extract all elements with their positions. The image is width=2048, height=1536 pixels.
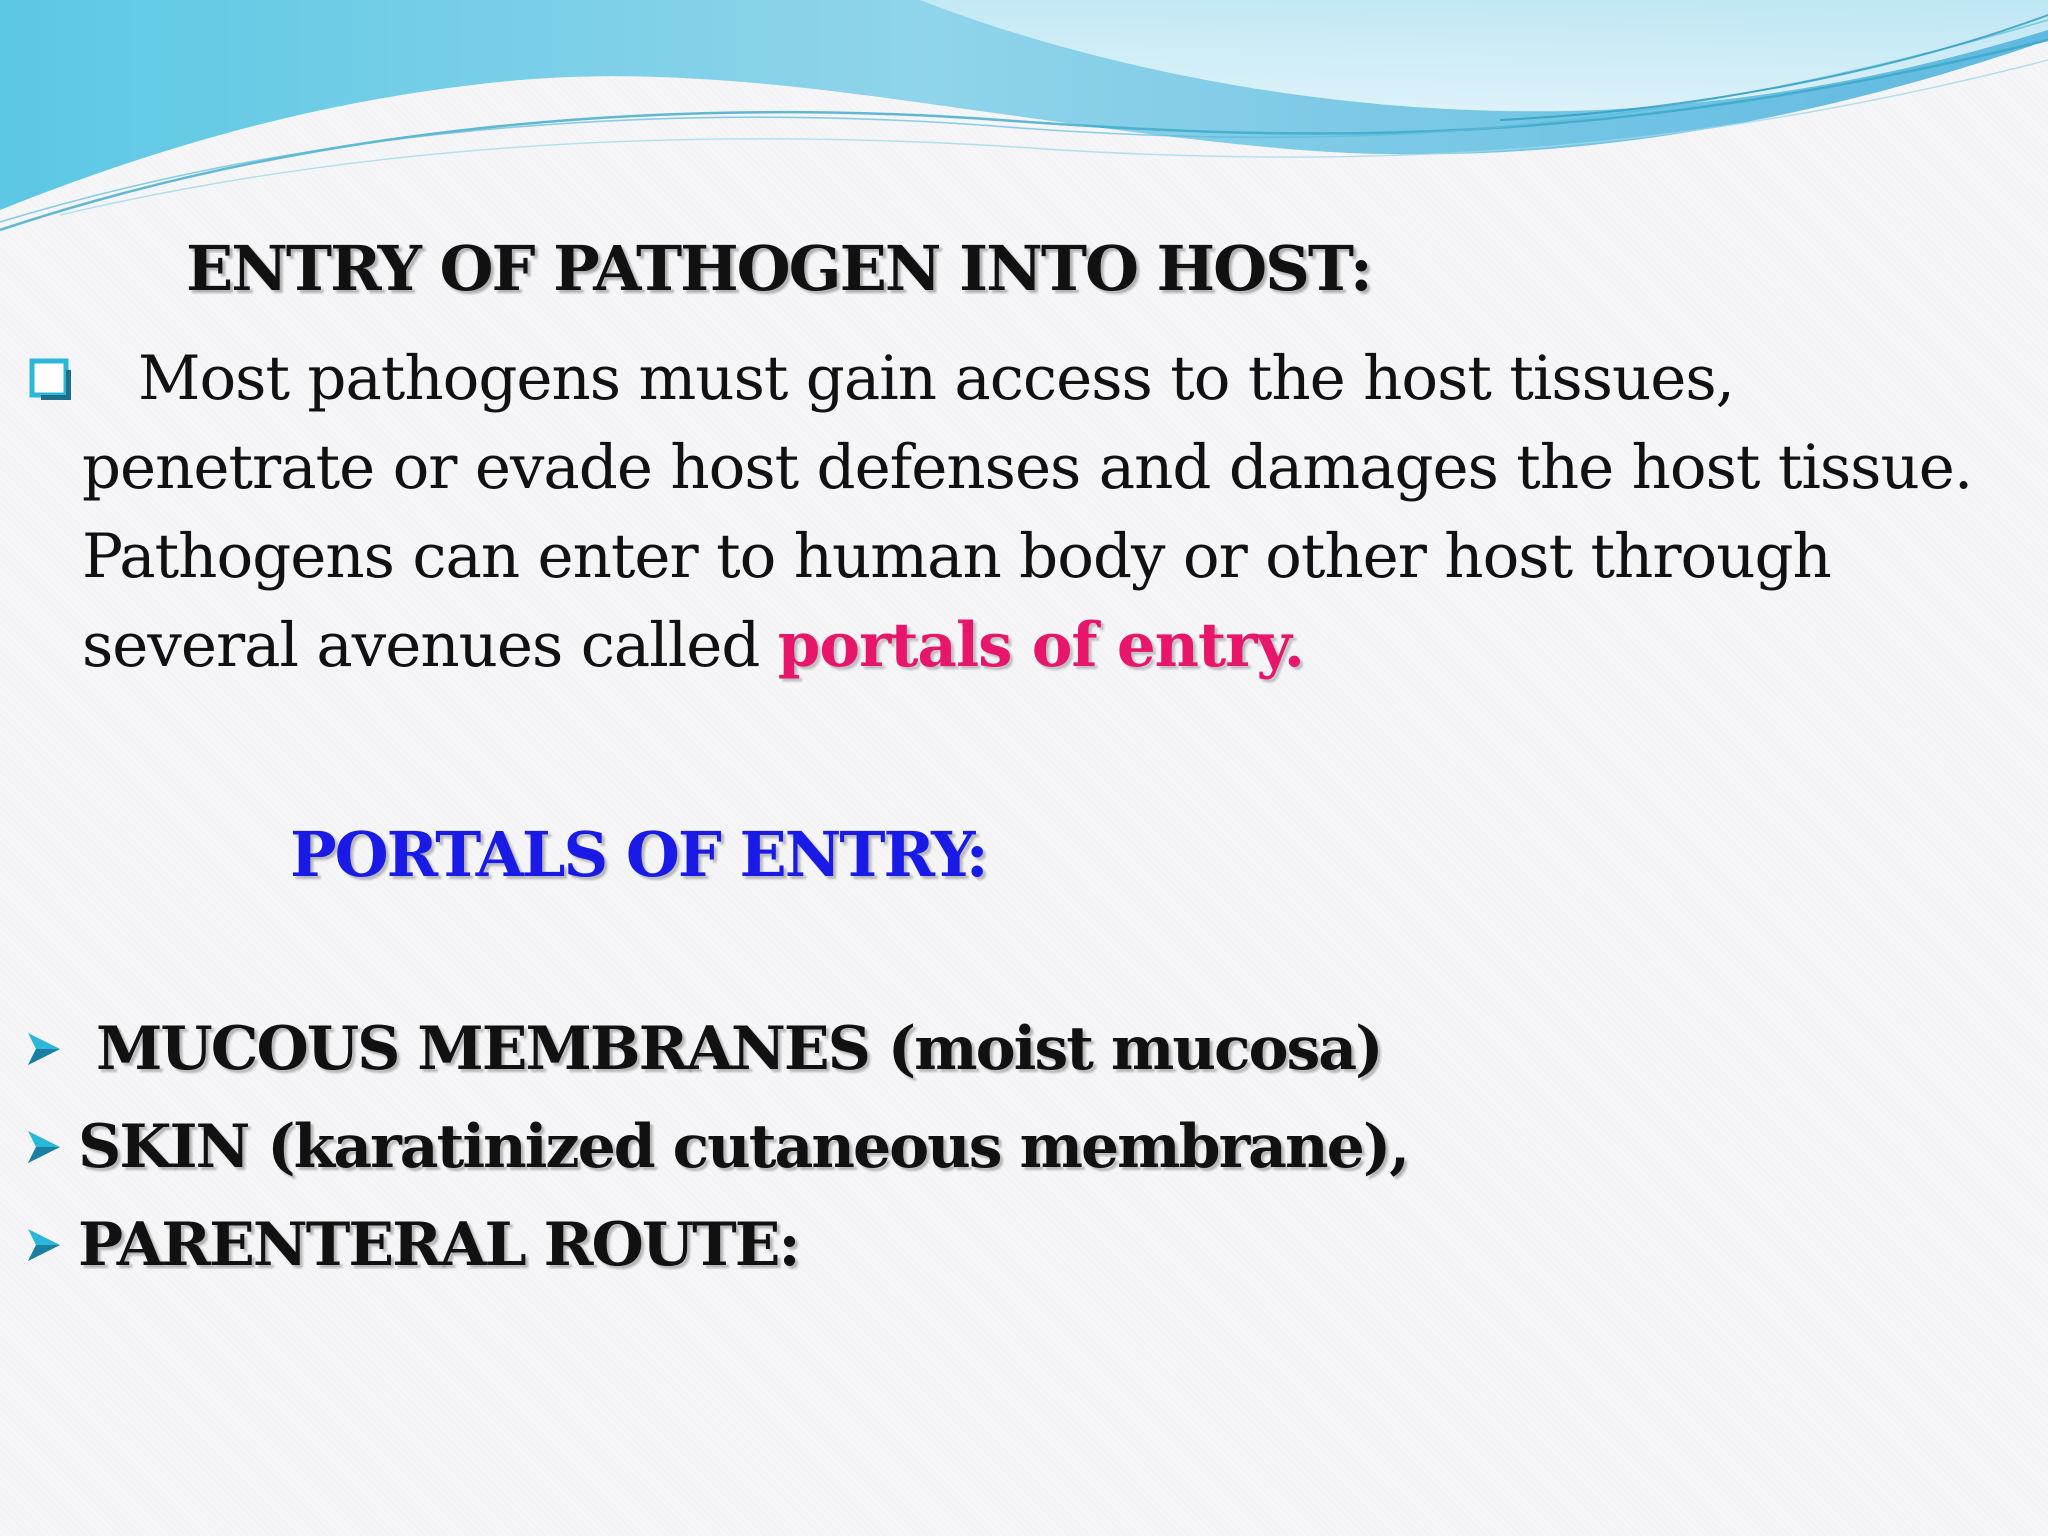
list-item-text: PARENTERAL ROUTE: [78,1210,799,1280]
list-item-text: SKIN (karatinized cutaneous membrane), [78,1112,1409,1182]
slide-title: ENTRY OF PATHOGEN INTO HOST: [186,232,1371,305]
portals-subtitle: PORTALS OF ENTRY: [290,818,987,891]
arrow-bullet-icon [24,1029,64,1069]
intro-paragraph-text: Most pathogens must gain access to the host tissues, penetrate or evade host defenses and damages the host tissue. Pathogens can enter to human body or other host through several avenues called [82,343,1973,681]
list-item [24,1098,1408,1196]
square-bullet-icon [28,357,74,403]
portals-of-entry-highlight: portals of entry. [777,610,1305,681]
list-item-text: MUCOUS MEMBRANES (moist mucosa) [96,1014,1382,1084]
arrow-bullet-icon [24,1225,64,1265]
list-item [24,1000,1408,1098]
list-item [24,1196,1408,1294]
header-wave-decoration [0,0,2048,240]
portals-list [24,1000,1408,1294]
arrow-bullet-icon [24,1127,64,1167]
intro-paragraph [82,334,1982,690]
